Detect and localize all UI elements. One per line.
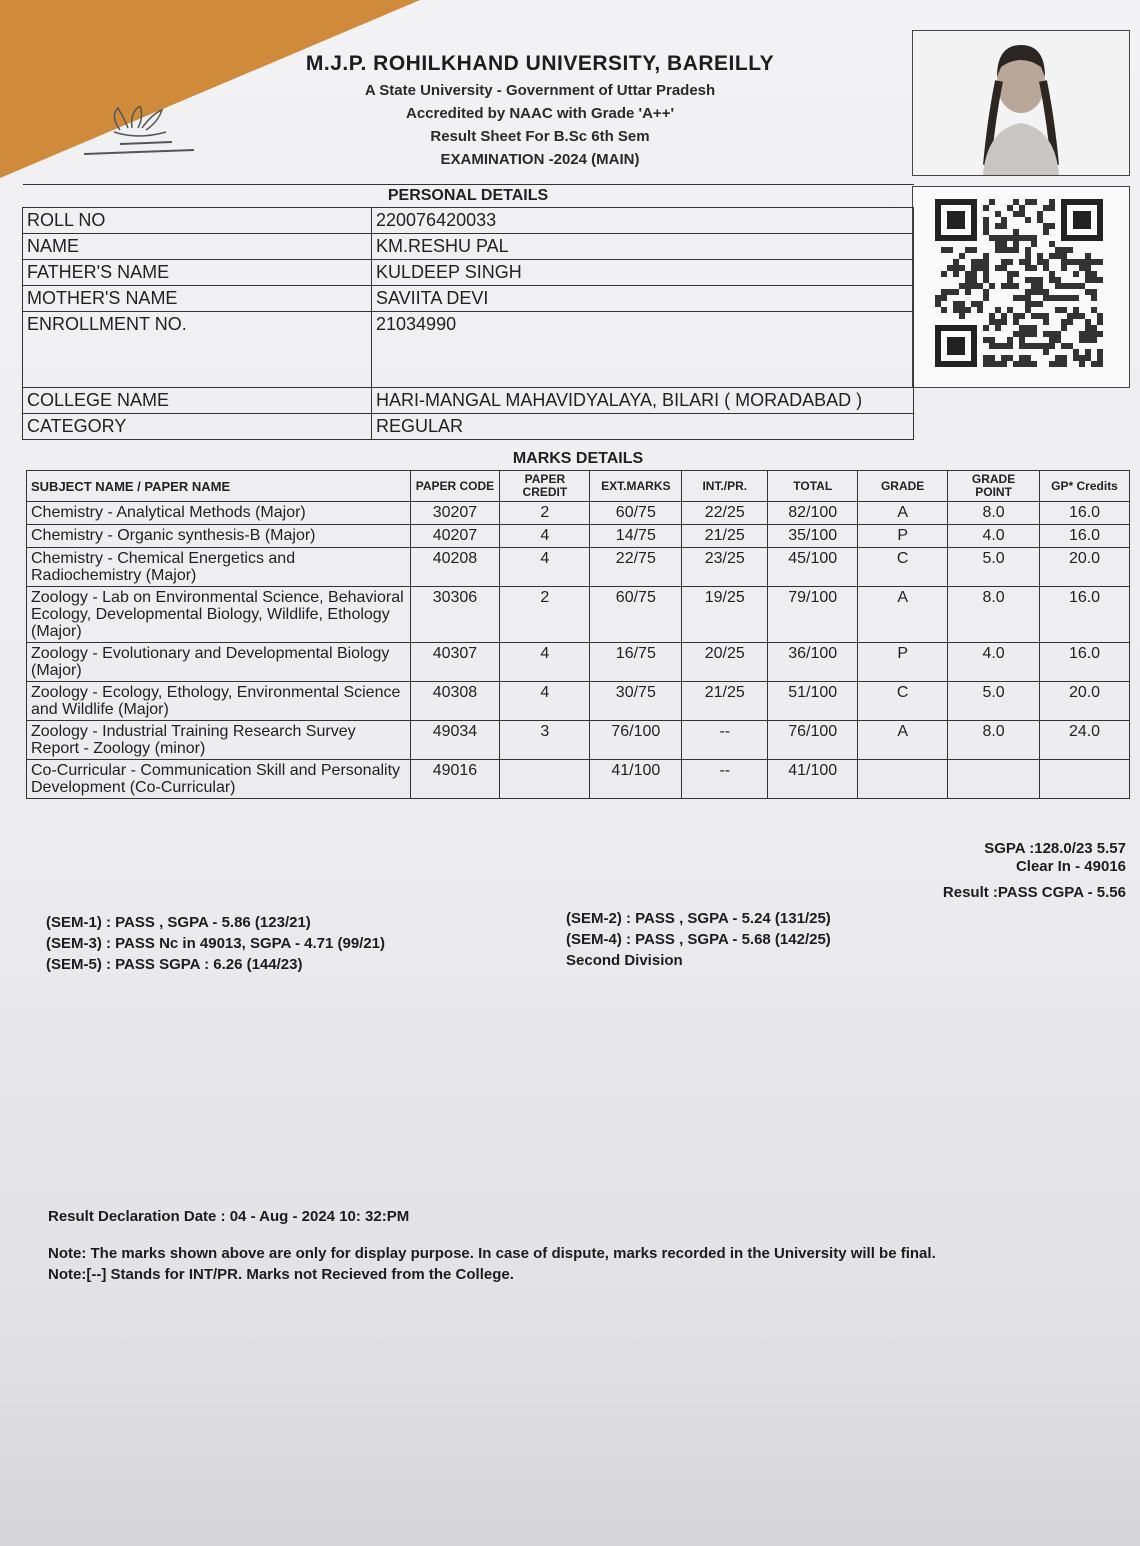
- marks-row: [27, 548, 1130, 587]
- cell-int-pr: 21/25: [682, 682, 768, 721]
- row-father-name: [23, 260, 914, 286]
- marks-header-row: [27, 471, 1130, 502]
- row-name: [23, 234, 914, 260]
- cell-gp-credits: 16.0: [1040, 502, 1130, 525]
- cell-paper-code: 40207: [410, 525, 500, 548]
- cell-gp-credits: 16.0: [1040, 525, 1130, 548]
- col-paper-code: PAPER CODE: [410, 471, 500, 502]
- cell-int-pr: 21/25: [682, 525, 768, 548]
- cell-gp-credits: 24.0: [1040, 721, 1130, 760]
- cell-subject: Chemistry - Analytical Methods (Major): [27, 502, 411, 525]
- university-logo: [80, 106, 200, 162]
- sem-2-result: (SEM-2) : PASS , SGPA - 5.24 (131/25): [566, 910, 831, 927]
- col-grade: GRADE: [858, 471, 948, 502]
- clear-in: Clear In - 49016: [1015, 858, 1126, 875]
- row-enrollment-no: [23, 312, 914, 388]
- cell-total: 45/100: [768, 548, 858, 587]
- label-college-name: COLLEGE NAME: [23, 388, 372, 414]
- university-status: A State University - Government of Uttar Pradesh: [364, 82, 716, 99]
- value-category: REGULAR: [372, 414, 914, 440]
- value-father-name: KULDEEP SINGH: [372, 260, 914, 286]
- cell-paper-credit: 4: [500, 682, 590, 721]
- cell-paper-code: 49034: [410, 721, 500, 760]
- cell-grade: P: [858, 525, 948, 548]
- cell-grade: [858, 760, 948, 799]
- cell-int-pr: 20/25: [682, 643, 768, 682]
- cell-total: 76/100: [768, 721, 858, 760]
- cell-ext-marks: 30/75: [590, 682, 682, 721]
- cell-subject: Co-Curricular - Communication Skill and Personality Development (Co-Curricular): [27, 760, 411, 799]
- cell-grade-point: 5.0: [948, 548, 1040, 587]
- row-mother-name: [23, 286, 914, 312]
- col-gp-credits: GP* Credits: [1040, 471, 1130, 502]
- cell-gp-credits: 16.0: [1040, 643, 1130, 682]
- value-mother-name: SAVIITA DEVI: [372, 286, 914, 312]
- value-college-name: HARI-MANGAL MAHAVIDYALAYA, BILARI ( MORADABAD ): [372, 388, 914, 414]
- sem-3-result: (SEM-3) : PASS Nc in 49013, SGPA - 4.71 (99/21): [46, 935, 386, 952]
- cell-paper-code: 30306: [410, 587, 500, 643]
- cell-paper-code: 40307: [410, 643, 500, 682]
- cell-ext-marks: 41/100: [590, 760, 682, 799]
- cell-grade: C: [858, 682, 948, 721]
- document-header: [240, 52, 840, 174]
- label-mother-name: MOTHER'S NAME: [23, 286, 372, 312]
- sem-1-result: (SEM-1) : PASS , SGPA - 5.86 (123/21): [46, 914, 311, 931]
- result-sheet-title: Result Sheet For B.Sc 6th Sem: [430, 128, 650, 145]
- result-summary: [943, 840, 1126, 902]
- row-category: [23, 414, 914, 440]
- declaration-date: Result Declaration Date : 04 - Aug - 2024 10: 32:PM: [48, 1208, 410, 1225]
- student-photo: [912, 30, 1130, 176]
- cell-subject: Zoology - Evolutionary and Developmental Biology (Major): [27, 643, 411, 682]
- cell-grade-point: 5.0: [948, 682, 1040, 721]
- cell-subject: Zoology - Ecology, Ethology, Environmental Science and Wildlife (Major): [27, 682, 411, 721]
- cell-paper-code: 40308: [410, 682, 500, 721]
- cell-grade-point: 4.0: [948, 643, 1040, 682]
- cell-int-pr: --: [682, 760, 768, 799]
- marks-row: [27, 525, 1130, 548]
- cell-int-pr: 19/25: [682, 587, 768, 643]
- cell-subject: Chemistry - Chemical Energetics and Radiochemistry (Major): [27, 548, 411, 587]
- cell-int-pr: --: [682, 721, 768, 760]
- cell-subject: Chemistry - Organic synthesis-B (Major): [27, 525, 411, 548]
- marks-row: [27, 721, 1130, 760]
- label-roll-no: ROLL NO: [23, 208, 372, 234]
- cell-paper-credit: 4: [500, 643, 590, 682]
- col-int-pr: INT./PR.: [682, 471, 768, 502]
- cell-paper-credit: 4: [500, 525, 590, 548]
- sgpa-value: SGPA :128.0/23 5.57: [984, 840, 1126, 857]
- cell-grade-point: 8.0: [948, 502, 1040, 525]
- marks-row: [27, 643, 1130, 682]
- cell-gp-credits: 20.0: [1040, 682, 1130, 721]
- cell-gp-credits: [1040, 760, 1130, 799]
- cell-total: 79/100: [768, 587, 858, 643]
- cell-paper-credit: 3: [500, 721, 590, 760]
- cell-subject: Zoology - Lab on Environmental Science, Behavioral Ecology, Developmental Biology, Wildlife, Ethology (Major): [27, 587, 411, 643]
- value-name: KM.RESHU PAL: [372, 234, 914, 260]
- cell-ext-marks: 16/75: [590, 643, 682, 682]
- marks-row: [27, 502, 1130, 525]
- label-name: NAME: [23, 234, 372, 260]
- cell-grade: P: [858, 643, 948, 682]
- personal-details-title: PERSONAL DETAILS: [23, 185, 914, 208]
- row-roll-no: [23, 208, 914, 234]
- accreditation: Accredited by NAAC with Grade 'A++': [405, 105, 675, 122]
- cell-paper-code: 49016: [410, 760, 500, 799]
- note-display-purpose: Note: The marks shown above are only for display purpose. In case of dispute, marks recorded in the University will be final.: [48, 1245, 936, 1262]
- marks-row: [27, 587, 1130, 643]
- cell-gp-credits: 20.0: [1040, 548, 1130, 587]
- cell-int-pr: 23/25: [682, 548, 768, 587]
- col-total: TOTAL: [768, 471, 858, 502]
- examination-title: EXAMINATION -2024 (MAIN): [440, 151, 640, 168]
- marks-details-title: MARKS DETAILS: [512, 450, 644, 467]
- cell-grade: C: [858, 548, 948, 587]
- cell-total: 51/100: [768, 682, 858, 721]
- label-enrollment-no: ENROLLMENT NO.: [23, 312, 372, 388]
- note-int-pr: Note:[--] Stands for INT/PR. Marks not Recieved from the College.: [48, 1266, 514, 1283]
- cell-grade: A: [858, 721, 948, 760]
- cell-grade-point: 8.0: [948, 587, 1040, 643]
- cell-paper-credit: 2: [500, 502, 590, 525]
- cell-ext-marks: 76/100: [590, 721, 682, 760]
- cell-grade: A: [858, 587, 948, 643]
- qr-code: [912, 186, 1130, 388]
- col-subject: SUBJECT NAME / PAPER NAME: [27, 471, 411, 502]
- value-enrollment-no: 21034990: [372, 312, 914, 388]
- cell-ext-marks: 22/75: [590, 548, 682, 587]
- marks-row: [27, 682, 1130, 721]
- row-college-name: [23, 388, 914, 414]
- col-paper-credit: PAPER CREDIT: [500, 471, 590, 502]
- final-result: Result :PASS CGPA - 5.56: [942, 884, 1126, 901]
- cell-total: 82/100: [768, 502, 858, 525]
- cell-gp-credits: 16.0: [1040, 587, 1130, 643]
- cell-paper-credit: 4: [500, 548, 590, 587]
- cell-grade-point: 4.0: [948, 525, 1040, 548]
- cell-paper-code: 40208: [410, 548, 500, 587]
- cell-total: 36/100: [768, 643, 858, 682]
- label-father-name: FATHER'S NAME: [23, 260, 372, 286]
- cell-ext-marks: 14/75: [590, 525, 682, 548]
- cell-grade: A: [858, 502, 948, 525]
- division: Second Division: [566, 952, 683, 969]
- university-name: M.J.P. ROHILKHAND UNIVERSITY, BAREILLY: [305, 52, 775, 75]
- cell-int-pr: 22/25: [682, 502, 768, 525]
- cell-paper-code: 30207: [410, 502, 500, 525]
- cell-ext-marks: 60/75: [590, 587, 682, 643]
- sem-4-result: (SEM-4) : PASS , SGPA - 5.68 (142/25): [566, 931, 831, 948]
- marks-details-table: [26, 446, 1130, 799]
- label-category: CATEGORY: [23, 414, 372, 440]
- col-grade-point: GRADE POINT: [948, 471, 1040, 502]
- cell-grade-point: 8.0: [948, 721, 1040, 760]
- cell-grade-point: [948, 760, 1040, 799]
- cell-paper-credit: 2: [500, 587, 590, 643]
- value-roll-no: 220076420033: [372, 208, 914, 234]
- sem-5-result: (SEM-5) : PASS SGPA : 6.26 (144/23): [46, 956, 303, 973]
- cell-total: 41/100: [768, 760, 858, 799]
- cell-total: 35/100: [768, 525, 858, 548]
- footer-notes: [48, 1206, 1108, 1285]
- marks-row: [27, 760, 1130, 799]
- cell-ext-marks: 60/75: [590, 502, 682, 525]
- personal-details-table: [22, 184, 914, 440]
- cell-subject: Zoology - Industrial Training Research Survey Report - Zoology (minor): [27, 721, 411, 760]
- cell-paper-credit: [500, 760, 590, 799]
- col-ext-marks: EXT.MARKS: [590, 471, 682, 502]
